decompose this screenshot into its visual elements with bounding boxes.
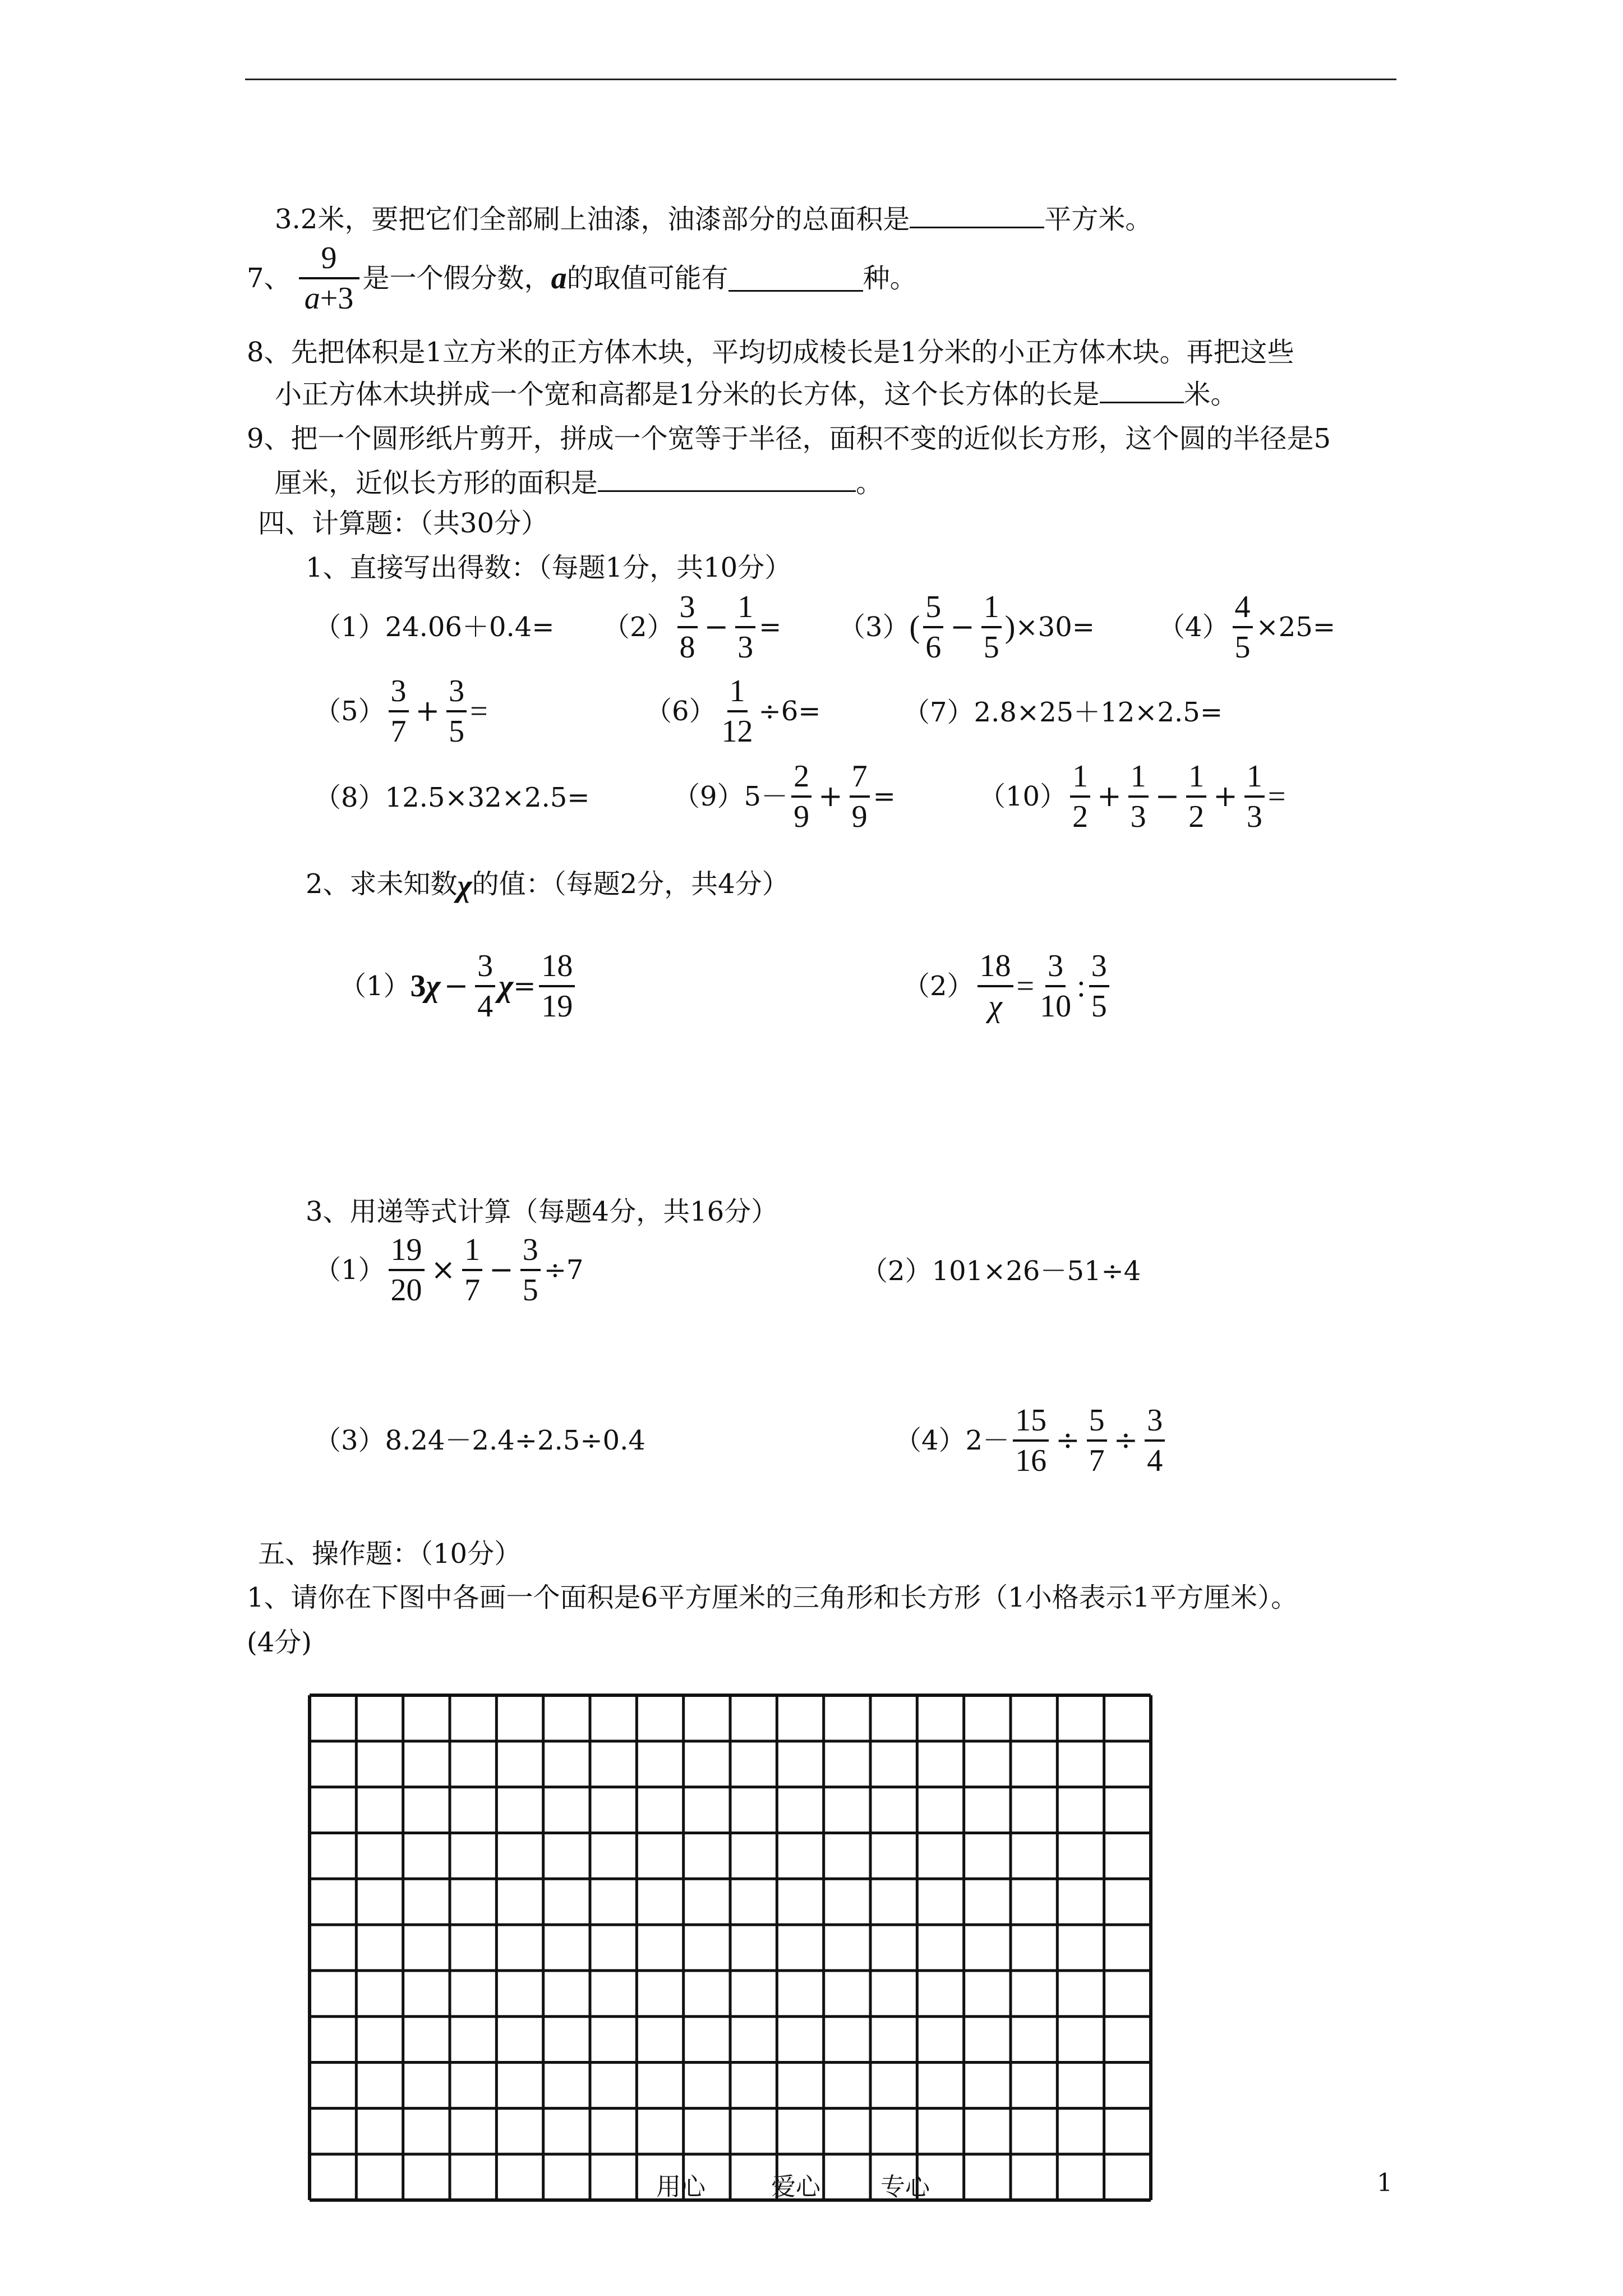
question-7-text-a: 是一个假分数， xyxy=(362,263,551,294)
item-1 xyxy=(314,610,555,644)
section-4-title: 四、计算题：（共30分） xyxy=(258,508,548,539)
item-expression: 24.06＋0.4= xyxy=(385,611,555,643)
item-tail: ÷7 xyxy=(543,1254,584,1286)
fraction: $\frac{1}{12}$ xyxy=(721,674,753,749)
item-expression: 101×26－51÷4 xyxy=(932,1255,1141,1287)
variable-chi: χ xyxy=(457,868,472,904)
item-label: （2） xyxy=(903,970,974,1002)
operator: − xyxy=(489,1253,514,1287)
item-tail: ×25= xyxy=(1256,611,1336,643)
item-4 xyxy=(1158,589,1335,665)
answer-blank-9[interactable] xyxy=(598,466,856,492)
fraction: $\frac{3}{5}$ xyxy=(446,673,467,749)
question-8-line-2 xyxy=(275,377,1238,411)
fraction: $\frac{3}{8}$ xyxy=(677,589,698,665)
item-lead: 5－ xyxy=(744,781,789,812)
footer-word-3: 专心 xyxy=(880,2173,930,2201)
question-8-text: 小正方体木块拼成一个宽和高都是1分米的长方体，这个长方体的长是 xyxy=(275,379,1100,410)
variable-a: a xyxy=(551,261,567,296)
operator: × xyxy=(431,1253,456,1287)
item-label: （3） xyxy=(838,611,910,643)
equals: = xyxy=(1016,969,1035,1004)
item-label: （2） xyxy=(603,611,674,643)
question-9-suffix: 。 xyxy=(856,467,883,499)
item-tail: ÷6= xyxy=(758,696,821,727)
item-label: （1） xyxy=(339,970,411,1002)
operator: + xyxy=(818,780,843,813)
answer-blank-8[interactable] xyxy=(1100,377,1184,403)
equals: = xyxy=(470,694,488,729)
operator: − xyxy=(704,610,729,644)
fraction: $\frac{1}{3}$ xyxy=(735,589,755,665)
fraction: $\frac{5}{7}$ xyxy=(1087,1402,1107,1479)
operator: − xyxy=(950,610,975,644)
question-6-continuation xyxy=(275,202,1152,236)
fraction: $\frac{3}{4}$ xyxy=(1145,1402,1165,1479)
fraction: $\frac{1}{3}$ xyxy=(1128,758,1149,835)
coefficient: 3 xyxy=(410,969,426,1004)
item-5 xyxy=(314,673,488,749)
fraction: $\frac{3}{5}$ xyxy=(520,1232,541,1308)
item-label: （4） xyxy=(1158,611,1229,643)
equation-1 xyxy=(339,948,578,1024)
fraction: $\frac{5}{6}$ xyxy=(923,589,943,665)
equals: = xyxy=(759,611,782,643)
calc-4 xyxy=(895,1402,1168,1479)
item-label: （8） xyxy=(314,782,385,813)
fraction: $\frac{1}{2}$ xyxy=(1070,758,1090,835)
equals: = xyxy=(1267,779,1286,814)
item-label: （1） xyxy=(314,1254,385,1286)
fraction: $\frac{3}{4}$ xyxy=(475,948,495,1024)
footer-word-1: 用心 xyxy=(656,2173,706,2201)
part-1-title: 1、直接写出得数：（每题1分，共10分） xyxy=(306,552,792,583)
item-label: （2） xyxy=(861,1255,932,1287)
question-9-line-1: 9、把一个圆形纸片剪开，拼成一个宽等于半径，面积不变的近似长方形，这个圆的半径是5 xyxy=(247,423,1331,454)
variable-a: a xyxy=(304,281,320,316)
question-7-suffix: 种。 xyxy=(863,263,917,294)
question-8-line-1: 8、先把体积是1立方米的正方体木块，平均切成棱长是1分米的小正方体木块。再把这些 xyxy=(247,337,1294,368)
question-7-number: 7、 xyxy=(247,263,291,294)
fraction: $\frac{1}{3}$ xyxy=(1244,758,1265,835)
operator: ÷ xyxy=(1113,1424,1138,1457)
item-label: （3） xyxy=(314,1425,385,1456)
fraction: $\frac{19}{20}$ xyxy=(389,1232,425,1308)
fraction: $\frac{18}{19}$ xyxy=(539,948,575,1024)
fraction: $\frac{1}{2}$ xyxy=(1186,758,1206,835)
operator: ÷ xyxy=(1055,1424,1080,1457)
equals: = xyxy=(513,970,536,1002)
question-6-suffix: 平方米。 xyxy=(1044,204,1152,235)
colon: : xyxy=(1077,969,1086,1004)
item-label: （4） xyxy=(895,1425,966,1456)
item-expression: 8.24－2.4÷2.5÷0.4 xyxy=(385,1425,645,1456)
answer-blank-6[interactable] xyxy=(910,202,1044,228)
item-label: （7） xyxy=(903,697,974,728)
item-label: （1） xyxy=(314,611,385,643)
question-8-suffix: 米。 xyxy=(1183,379,1238,410)
question-9-text: 厘米，近似长方形的面积是 xyxy=(275,467,598,499)
fraction: $\frac{7}{9}$ xyxy=(850,758,870,835)
operation-question-1-line-2: (4分) xyxy=(247,1627,312,1658)
fraction: $\frac{1}{7}$ xyxy=(462,1232,482,1308)
equation-2 xyxy=(903,948,1113,1024)
equals: = xyxy=(873,781,896,812)
open-paren: ( xyxy=(909,610,920,645)
item-tail: ×30= xyxy=(1015,611,1095,643)
answer-blank-7[interactable] xyxy=(728,265,863,292)
fraction: $\frac{3}{7}$ xyxy=(389,673,409,749)
calc-1 xyxy=(314,1232,583,1308)
fraction: $\frac{2}{9}$ xyxy=(791,758,811,835)
fraction: $\frac{15}{16}$ xyxy=(1013,1402,1049,1479)
operation-question-1-line-1: 1、请你在下图中各画一个面积是6平方厘米的三角形和长方形（1小格表示1平方厘米）。 xyxy=(247,1582,1298,1613)
item-10 xyxy=(979,758,1285,835)
operator: + xyxy=(415,694,440,728)
fraction: $\frac{4}{5}$ xyxy=(1233,589,1253,665)
part-2-title-b: 的值：（每题2分，共4分） xyxy=(472,868,789,900)
operator: − xyxy=(444,969,469,1003)
question-6-text: 3.2米，要把它们全部刷上油漆，油漆部分的总面积是 xyxy=(275,204,910,235)
page-number: 1 xyxy=(1377,2169,1393,2197)
close-paren: ) xyxy=(1004,610,1016,645)
item-8 xyxy=(314,781,590,815)
part-2-title xyxy=(306,867,789,903)
question-7 xyxy=(247,240,917,316)
variable-chi: χ xyxy=(426,969,441,1004)
item-expression: 12.5×32×2.5= xyxy=(385,782,590,813)
item-9 xyxy=(673,758,896,835)
fraction: $\frac{3}{5}$ xyxy=(1089,948,1109,1024)
calc-2 xyxy=(861,1254,1141,1288)
item-7 xyxy=(903,696,1223,729)
calc-3 xyxy=(314,1424,645,1457)
item-3 xyxy=(838,589,1095,665)
fraction: $\frac{1}{5}$ xyxy=(981,589,1002,665)
fraction-numerator: 9 xyxy=(299,240,359,279)
item-lead: 2－ xyxy=(965,1425,1010,1456)
item-6 xyxy=(645,673,821,749)
item-2 xyxy=(603,589,781,665)
variable-chi: χ xyxy=(499,969,514,1004)
footer-word-2: 爱心 xyxy=(771,2173,820,2201)
drawing-grid[interactable] xyxy=(307,1692,1154,2203)
fraction: $\frac{3}{10}$ xyxy=(1040,949,1072,1024)
item-label: （6） xyxy=(645,696,716,727)
fraction-denominator-rest: +3 xyxy=(320,281,354,316)
item-label: （5） xyxy=(314,696,385,727)
item-label: （10） xyxy=(979,781,1067,812)
header-rule xyxy=(245,79,1396,80)
part-2-title-a: 2、求未知数 xyxy=(306,868,458,900)
section-5-title: 五、操作题：（10分） xyxy=(258,1538,522,1570)
part-3-title: 3、用递等式计算（每题4分，共16分） xyxy=(306,1196,778,1227)
operator: + xyxy=(1213,780,1238,813)
item-label: （9） xyxy=(673,781,744,812)
question-7-text-b: 的取值可能有 xyxy=(566,263,728,294)
operator: − xyxy=(1155,780,1180,813)
fraction-9-over-a-plus-3 xyxy=(299,240,359,316)
fraction: $\frac{18}{\chi}$ xyxy=(978,948,1013,1024)
operator: + xyxy=(1097,780,1122,813)
question-9-line-2 xyxy=(275,466,883,500)
item-expression: 2.8×25＋12×2.5= xyxy=(974,697,1223,728)
